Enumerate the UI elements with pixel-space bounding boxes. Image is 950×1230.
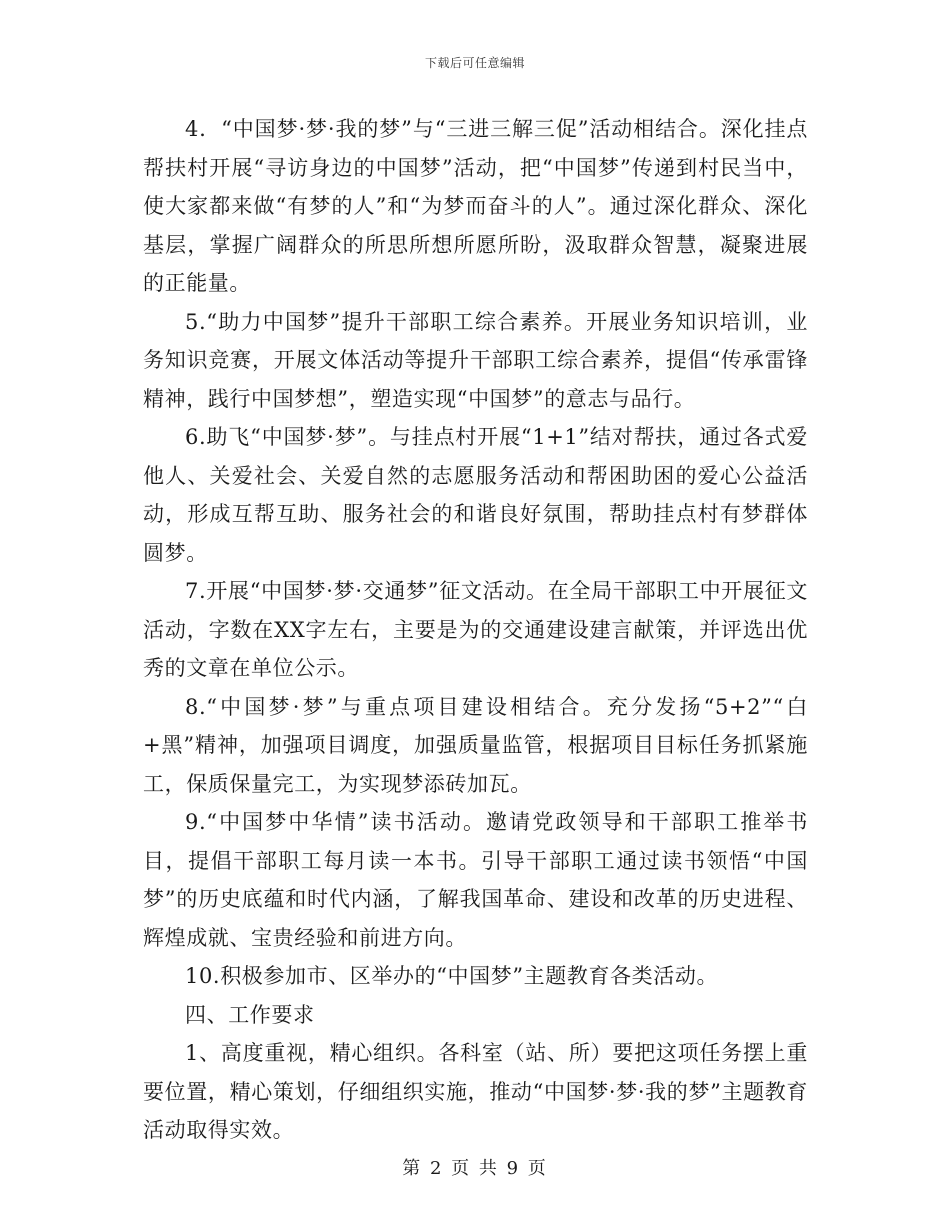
section-heading-work-requirements: 四、工作要求 (185, 1002, 315, 1027)
paragraph-item-5: 5.“助力中国梦”提升干部职工综合素养。开展业务知识培训，业务知识竞赛，开展文体活动等提升干部职工综合素养，提倡“传承雷锋精神，践行中国梦想”，塑造实现“中国梦”的意志与品行。 (143, 309, 808, 411)
paragraph-item-4: 4．“中国梦·梦·我的梦”与“三进三解三促”活动相结合。深化挂点帮扶村开展“寻访身边的中国梦”活动，把“中国梦”传递到村民当中，使大家都来做“有梦的人”和“为梦而奋斗的人”。通过深化群众、深化基层，掌握广阔群众的所思所想所愿所盼，汲取群众智慧，凝聚进展的正能量。 (143, 117, 808, 295)
paragraph-item-7: 7.开展“中国梦·梦·交通梦”征文活动。在全局干部职工中开展征文活动，字数在XX字左右，主要是为的交通建设建言献策，并评选出优秀的文章在单位公示。 (143, 579, 808, 680)
paragraph-item-9: 9.“中国梦中华情”读书活动。邀请党政领导和干部职工推举书目，提倡干部职工每月读一本书。引导干部职工通过读书领悟“中国梦”的历史底蕴和时代内涵，了解我国革命、建设和改革的历史进程、辉煌成就、宝贵经验和前进方向。 (143, 810, 808, 950)
paragraph-item-6: 6.助飞“中国梦·梦”。与挂点村开展“1+1”结对帮扶，通过各式爱他人、关爱社会、关爱自然的志愿服务活动和帮困助困的爱心公益活动，形成互帮互助、服务社会的和谐良好氛围，帮助挂点村有梦群体圆梦。 (143, 425, 808, 565)
paragraph-item-10: 10.积极参加市、区举办的“中国梦”主题教育各类活动。 (185, 964, 719, 988)
page-number: 第 2 页 共 9 页 (402, 1158, 548, 1179)
document-body (143, 110, 808, 1150)
page-header-note: 下载后可任意编辑 (424, 56, 525, 70)
paragraph-item-8: 8.“中国梦·梦”与重点项目建设相结合。充分发扬“5+2”“白+黑”精神，加强项目调度，加强质量监管，根据项目目标任务抓紧施工，保质保量完工，为实现梦添砖加瓦。 (143, 694, 808, 796)
paragraph-requirement-1: 1、高度重视，精心组织。各科室（站、所）要把这项任务摆上重要位置，精心策划，仔细组织实施，推动“中国梦·梦·我的梦”主题教育活动取得实效。 (143, 1041, 808, 1142)
